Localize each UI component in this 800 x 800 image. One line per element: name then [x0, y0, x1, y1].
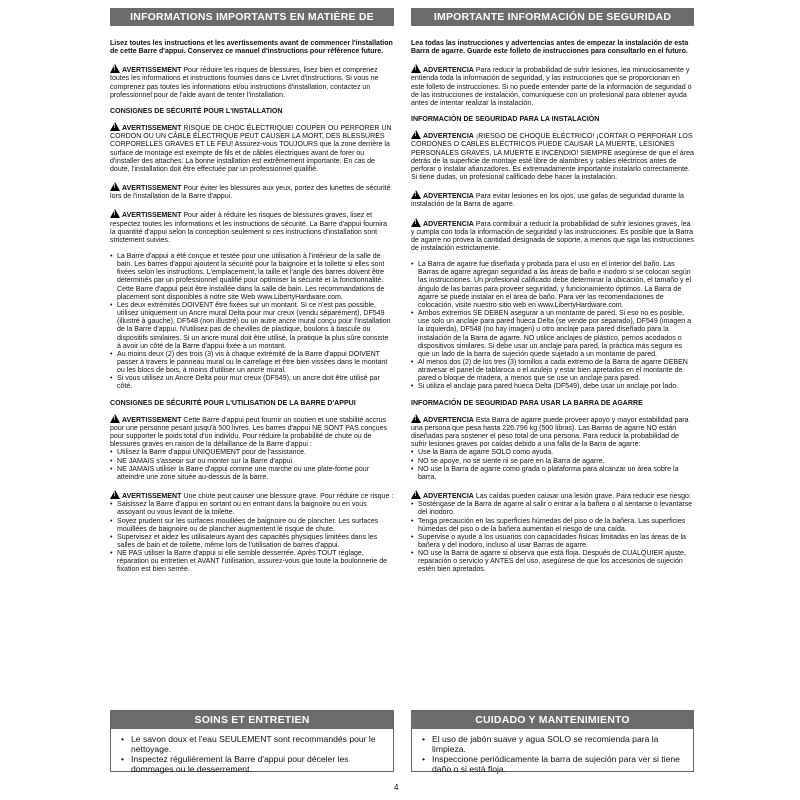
list-item: • Utilisez la Barre d'appui UNIQUEMENT pour de l'assistance.: [110, 449, 394, 457]
warning-icon: [411, 64, 421, 73]
french-fall-list: [110, 501, 394, 574]
french-warning-6: !AVERTISSEMENT Une chute peut causer une blessure grave. Pour réduire ce risque :: [110, 490, 394, 501]
list-item: • El uso de jabón suave y agua SOLO se recomienda para la limpieza.: [422, 734, 683, 754]
french-use-list: [110, 449, 394, 482]
spanish-use-list: [411, 449, 694, 482]
list-item: • Inspectez régulièrement la Barre d'appui pour déceler les dommages ou le desserrement.: [121, 754, 383, 774]
french-intro: Lisez toutes les instructions et les avertissements avant de commencer l'installation de cette Barre d'appui. Conservez ce manuel d'instructions pour référence future.: [110, 40, 393, 56]
warning-icon: [411, 414, 421, 423]
list-item: • Saisissez la Barre d'appui en sortant ou en entrant dans la baignoire ou en vous assoyant ou vous levant de la toilette.: [110, 501, 394, 517]
list-item: • Au moins deux (2) des trois (3) vis à chaque extrémité de la Barre d'appui DOIVENT passer à travers le panneau mural ou le carrelage et être bien vissées dans le montant ou les blocs de bois, à moins d'utiliser un ancre mural.: [110, 351, 394, 375]
spanish-warning-6: !ADVERTENCIA Las caídas pueden causar una lesión grave. Para reducir ese riesgo:: [411, 490, 694, 501]
french-warning-1: !AVERTISSEMENT Pour réduire les risques de blessures, lisez bien et comprenez toutes les informations et instructions fournies dans ce Livret d'instructions. Si vous ne comprenez pas toutes les informations et/ou instructions d'installation, contactez un professionnel pour de l'aide avant de tenter l'installation.: [110, 64, 394, 100]
list-item: • Al menos dos (2) de los tres (3) tornillos a cada extremo de la Barra de agarre DEBEN atravesar el panel de tablaroca o el azulejo y estar bien apretados en el montante de pared o bloque de madera, a menos que se use un anclaje para pared.: [411, 359, 694, 383]
spanish-subheading-use: INFORMACIÓN DE SEGURIDAD PARA USAR LA BARRA DE AGARRE: [411, 399, 643, 407]
spanish-warning-5: !ADVERTENCIA Esta Barra de agarre puede proveer apoyo y mayor estabilidad para una persona que pesa hasta 226.796 kg (500 libras). Las Barras de agarre NO están diseñadas para sostener el peso total de una persona. Para reducir la probabilidad de sufrir lesiones graves por caídas debido a una falla de la Barra de agarre:: [411, 414, 694, 450]
list-item: • NO se apoye, no se siente ni se pare en la Barra de agarre.: [411, 458, 694, 466]
warning-icon: [110, 414, 120, 423]
spanish-care-box: [411, 710, 694, 775]
warning-icon: [110, 490, 120, 499]
french-subheading-use: CONSIGNES DE SÉCURITÉ POUR L'UTILISATION DE LA BARRE D'APPUI: [110, 399, 356, 407]
list-item: • La Barra de agarre fue diseñada y probada para el uso en el interior del baño. Las Barras de agarre agregan seguridad a las áreas de baño e inodoro si se colocan según las instrucciones. Un profesional calificado debe determinar la ubicación, el tamaño y el ángulo de las barras para proveer seguridad, y funcionamiento óptimos. La Barra de agarre se puede instalar en el área de baño. Para ver las recomendaciones de colocación, visite nuestro sitio web en www.LibertyHardware.com.: [411, 261, 694, 310]
warning-icon: [110, 122, 120, 131]
spanish-subheading-install: INFORMACIÓN DE SEGURIDAD PARA LA INSTALACIÓN: [411, 116, 600, 124]
warning-icon: [411, 490, 421, 499]
page-number: 4: [394, 783, 399, 792]
french-care-box: [110, 710, 394, 775]
list-item: • Si vous utilisez un Ancre Delta pour mur creux (DF549), un ancre doit être utilisé par côté.: [110, 375, 394, 391]
list-item: • Inspeccione periódicamente la barra de sujeción para ver si tiene daño o si está floja.: [422, 754, 683, 774]
french-subheading-install: CONSIGNES DE SÉCURITÉ POUR L'INSTALLATION: [110, 107, 283, 115]
spanish-warning-3: !ADVERTENCIA Para evitar lesiones en los ojos, use gafas de seguridad durante la instalación de la Barra de agarre.: [411, 190, 694, 209]
warning-icon: [110, 182, 120, 191]
list-item: • Ambos extremos SE DEBEN asegurar a un montante de pared. Si eso no es posible, use solo un anclaje para pared hueca Delta (se vende por separado), DF549 (imagen a la izquierda), DF548 (no hay imagen) u otro anclaje para pared diseñado para la instalación de la Barra de agarre. NO utilice anclajes de plástico, pernos acodados o dispositivos similares. Si debe usar un anclaje para pared, la práctica más segura es que un lado de la barra de sujeción quede sujetado a un montante de pared.: [411, 310, 694, 359]
list-item: • Use la Barra de agarre SOLO como ayuda.: [411, 449, 694, 457]
list-item: • NO use la Barra de agarre si observa que está floja. Después de CUALQUIER ajuste, reparación o servicio y ANTES del uso, asegúrese de que los accesorios de sujeción estén bien apretados.: [411, 550, 694, 574]
spanish-fall-list: [411, 501, 694, 574]
spanish-body: [411, 40, 694, 575]
list-item: • Supervise o ayude a los usuarios con capacidades físicas limitadas en las áreas de la bañera y del inodoro, incluso al usar Barras de agarre.: [411, 534, 694, 550]
spanish-warning-2: !ADVERTENCIA ¡RIESGO DE CHOQUE ELÉCTRICO! ¡CORTAR O PERFORAR LOS CORDONES O CABLES ELÉCTRICOS PUEDE CAUSAR LA MUERTE, LESIONES PERSONALES GRAVES, LA MUERTE E INCENDIO! SIEMPRE asegúrese de que el área detrás de la superficie de montaje esté libre de alambres y cables eléctricos antes de perforar o instalar afianzadores. Es extremadamente importante instalarlo correctamente. Si tiene dudas, un profesional calificado debe hacer la instalación.: [411, 130, 694, 182]
list-item: • Les deux extrémités DOIVENT être fixées sur un montant. Si ce n'est pas possible, utilisez uniquement un Ancre mural Delta pour mur creux (vendu séparément), DF549 (illustré à gauche), DF548 (non illustré) ou un autre ancre mural conçu pour l'installation de la Barre d'appui. N'utilisez pas de chevilles de plastique, boulons à bascule ou dispositifs similaires. Si un ancre mural doit être utilisé, la pratique la plus sûre consiste à avoir un côté de la Barre d'appui fixée à un montant.: [110, 302, 394, 351]
spanish-column: [411, 8, 694, 583]
french-header: INFORMATIONS IMPORTANTS EN MATIÈRE DE SÉCURITÉ: [110, 8, 394, 26]
french-warning-3: !AVERTISSEMENT Pour éviter les blessures aux yeux, portez des lunettes de sécurité lors de l'installation de la Barre d'appui.: [110, 182, 394, 201]
spanish-care-list: [412, 729, 693, 778]
list-item: • Soyez prudent sur les surfaces mouillées de baignoire ou de plancher. Les surfaces mouillées de baignoire ou de plancher augmentent le risque de chute.: [110, 518, 394, 534]
list-item: • NE JAMAIS s'asseoir sur ou monter sur la Barre d'appui.: [110, 458, 394, 466]
french-body: [110, 40, 394, 575]
french-care-header: SOINS ET ENTRETIEN: [111, 711, 393, 729]
list-item: • Tenga precaución en las superficies húmedas del piso o de la bañera. Las superficies húmedas del piso o de la bañera aumentan el riesgo de una caída.: [411, 518, 694, 534]
list-item: • NE PAS utiliser la Barre d'appui si elle semble desserrée. Après TOUT réglage, réparation ou entretien et AVANT l'utilisation, assurez-vous que toute la boulonnerie de fixation est bien serrée.: [110, 550, 394, 574]
french-warning-2: !AVERTISSEMENT RISQUE DE CHOC ÉLECTRIQUE! COUPER OU PERFORER UN CORDON OU UN CÂBLE ÉLECTRIQUE PEUT CAUSER LA MORT, DES BLESSURES CORPORELLES GRAVES ET LE FEU! Assurez-vous TOUJOURS que la zone derrière la surface de montage est exempte de fils et de câbles électriques avant de forer ou d'installer des attaches. La bonne installation est extrêmement importante. En cas de doute, l'installation doit être effectuée par un professionnel qualifié.: [110, 122, 394, 174]
list-item: • Supervisez et aidez les utilisateurs ayant des capacités physiques limitées dans les salles de bain et de toilette, même lors de l'utilisation de barres d'appui.: [110, 534, 394, 550]
warning-icon: [411, 190, 421, 199]
list-item: • Le savon doux et l'eau SEULEMENT sont recommandés pour le nettoyage.: [121, 734, 383, 754]
spanish-intro: Lea todas las instrucciones y advertencias antes de empezar la instalación de esta Barra de agarre. Guarde este folleto de instrucciones para consultarlo en el futuro.: [411, 40, 689, 56]
spanish-warning-1: !ADVERTENCIA Para reducir la probabilidad de sufrir lesiones, lea minuciosamente y entienda toda la información de seguridad, y las instrucciones que se proporcionan en este folleto de instrucciones. Si no puede entender parte de la información de seguridad o de las instrucciones de instalación, comuníquese con un profesional para obtener ayuda antes de intentar realizar la instalación.: [411, 64, 694, 108]
list-item: • Si utiliza el anclaje para pared hueca Delta (DF549), debe usar un anclaje por lado.: [411, 383, 694, 391]
warning-icon: [110, 209, 120, 218]
french-install-list: [110, 253, 394, 392]
spanish-warning-4: !ADVERTENCIA Para contribuir a reducir la probabilidad de sufrir lesiones graves, lea y cumpla con toda la información de seguridad y las instrucciones. Es posible que la Barra de agarre no provea la cantidad designada de soporte, a menos que siga las instrucciones de instalación estrictamente.: [411, 218, 694, 254]
list-item: • Sosténgase de la Barra de agarre al salir o entrar a la bañera o al sentarse o levantarse del inodoro.: [411, 501, 694, 517]
warning-icon: [411, 130, 421, 139]
spanish-header: IMPORTANTE INFORMACIÓN DE SEGURIDAD: [411, 8, 694, 26]
spanish-care-header: CUIDADO Y MANTENIMIENTO: [412, 711, 693, 729]
list-item: • La Barre d'appui a été conçue et testée pour une utilisation à l'intérieur de la salle de bain. Les barres d'appui ajoutent la sécurité pour la baignoire et la toilette si elles sont fixées selon les instructions. L'emplacement, la taille et l'angle des barres doivent être déterminés par un professionnel qualifié pour optimiser la sécurité et la fonctionnalité. Cette Barre d'appui peut être installée dans la salle de bain. Les recommandations de placement sont disponibles à notre site Web www.LibertyHardware.com.: [110, 253, 394, 302]
warning-icon: [411, 218, 421, 227]
french-column: [110, 8, 394, 583]
list-item: • NE JAMAIS utiliser la Barre d'appui comme une marche ou une plate-forme pour atteindre une zone située au-dessus de la barre.: [110, 466, 394, 482]
list-item: • NO use la Barra de agarre como grada o plataforma para alcanzar un área sobre la barra.: [411, 466, 694, 482]
french-warning-5: !AVERTISSEMENT Cette Barre d'appui peut fournir un soutien et une stabilité accrus pour une personne pesant jusqu'à 500 livres. Les barres d'appui NE SONT PAS conçues pour supporter le poids total d'un individu. Pour réduire la probabilité de chute ou de blessures graves en raison de la défaillance de la Barre d'appui :: [110, 414, 394, 450]
warning-icon: [110, 64, 120, 73]
french-care-list: [111, 729, 393, 778]
spanish-install-list: [411, 261, 694, 392]
french-warning-4: !AVERTISSEMENT Pour aider à réduire les risques de blessures graves, lisez et respectez toutes les informations et les instructions de sécurité. La Barre d'appui fournira la quantité d'appui selon la conception seulement si ces instructions d'installation sont strictement suivies.: [110, 209, 394, 245]
